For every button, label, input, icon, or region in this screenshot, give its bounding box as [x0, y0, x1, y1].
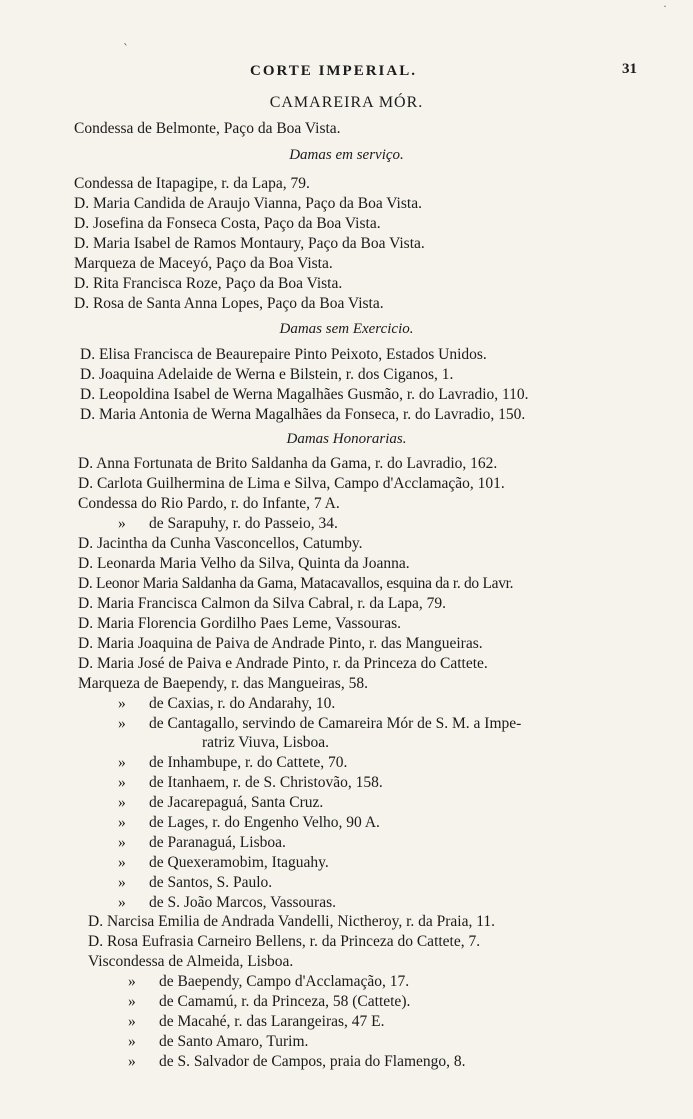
list-item: D. Maria José de Paiva e Andrade Pinto, r. da Princeza do Cattete.: [78, 655, 488, 672]
list-item: D. Maria Isabel de Ramos Montaury, Paço da Boa Vista.: [74, 235, 425, 252]
list-item: D. Anna Fortunata de Brito Saldanha da Gama, r. do Lavradio, 162.: [78, 455, 498, 472]
list-item: Viscondessa de Almeida, Lisboa.: [88, 953, 294, 970]
list-item: D. Rosa Eufrasia Carneiro Bellens, r. da Princeza do Cattete, 7.: [88, 933, 481, 950]
list-item: Condessa de Itapagipe, r. da Lapa, 79.: [74, 175, 310, 192]
section-heading-damas-honorarias: Damas Honorarias.: [286, 431, 407, 447]
list-item: » de Paranaguá, Lisboa.: [118, 834, 286, 851]
list-item: D. Joaquina Adelaide de Werna e Bilstein, r. dos Ciganos, 1.: [80, 366, 454, 383]
list-item: » de S. João Marcos, Vassouras.: [118, 894, 336, 911]
list-item: D. Narcisa Emilia de Andrada Vandelli, Nictheroy, r. da Praia, 11.: [88, 913, 496, 930]
list-item: » de Inhambupe, r. do Cattete, 70.: [118, 754, 348, 771]
list-item: D. Maria Florencia Gordilho Paes Leme, Vassouras.: [78, 615, 401, 632]
page-number: 31: [622, 61, 637, 77]
list-item: D. Leonarda Maria Velho da Silva, Quinta da Joanna.: [78, 555, 410, 572]
camareira-entry: Condessa de Belmonte, Paço da Boa Vista.: [74, 120, 341, 137]
list-item: » de Macahé, r. das Larangeiras, 47 E.: [128, 1013, 385, 1030]
print-speck: ˙: [662, 4, 668, 18]
list-item: D. Maria Candida de Araujo Vianna, Paço da Boa Vista.: [74, 195, 422, 212]
list-item: D. Leonor Maria Saldanha da Gama, Matacavallos, esquina da r. do Lavr.: [78, 575, 514, 592]
section-heading-damas-em-servico: Damas em serviço.: [289, 147, 404, 163]
list-item: D. Josefina da Fonseca Costa, Paço da Boa Vista.: [74, 215, 381, 232]
section-heading-damas-sem-exercicio: Damas sem Exercicio.: [279, 321, 414, 337]
main-title: CAMAREIRA MÓR.: [269, 94, 424, 111]
list-item: » de Caxias, r. do Andarahy, 10.: [118, 695, 336, 712]
list-item: D. Rosa de Santa Anna Lopes, Paço da Boa Vista.: [74, 295, 384, 312]
list-item: » de Itanhaem, r. de S. Christovão, 158.: [118, 774, 383, 791]
list-item: » de Sarapuhy, r. do Passeio, 34.: [118, 515, 338, 532]
list-item: D. Carlota Guilhermina de Lima e Silva, Campo d'Acclamação, 101.: [78, 475, 505, 492]
list-item: D. Maria Joaquina de Paiva de Andrade Pinto, r. das Mangueiras.: [78, 635, 483, 652]
running-header: CORTE IMPERIAL.: [250, 63, 417, 79]
list-item: D. Rita Francisca Roze, Paço da Boa Vista.: [74, 275, 343, 292]
list-item: D. Leopoldina Isabel de Werna Magalhães Gusmão, r. do Lavradio, 110.: [80, 386, 529, 403]
list-item: » de Quexeramobim, Itaguahy.: [118, 854, 329, 871]
list-item: » de Camamú, r. da Princeza, 58 (Cattete).: [128, 993, 411, 1010]
list-item: D. Maria Antonia de Werna Magalhães da Fonseca, r. do Lavradio, 150.: [80, 406, 526, 423]
list-item: » de Baependy, Campo d'Acclamação, 17.: [128, 973, 410, 990]
list-item: D. Elisa Francisca de Beaurepaire Pinto Peixoto, Estados Unidos.: [80, 346, 487, 363]
list-item: » de Jacarepaguá, Santa Cruz.: [118, 794, 324, 811]
list-item: Marqueza de Maceyó, Paço da Boa Vista.: [74, 255, 333, 272]
list-item: Marqueza de Baependy, r. das Mangueiras, 58.: [78, 675, 368, 692]
list-item: Condessa do Rio Pardo, r. do Infante, 7 A.: [78, 495, 340, 512]
list-item-continuation: ratriz Viuva, Lisboa.: [202, 734, 330, 751]
list-item: » de Lages, r. do Engenho Velho, 90 A.: [118, 814, 380, 831]
list-item: » de Santo Amaro, Turim.: [128, 1033, 309, 1050]
list-item: D. Maria Francisca Calmon da Silva Cabral, r. da Lapa, 79.: [78, 595, 447, 612]
print-speck: `: [123, 42, 129, 56]
list-item: » de S. Salvador de Campos, praia do Flamengo, 8.: [128, 1053, 466, 1070]
list-item: » de Santos, S. Paulo.: [118, 874, 273, 891]
list-item: D. Jacintha da Cunha Vasconcellos, Catumby.: [78, 535, 363, 552]
list-item: » de Cantagallo, servindo de Camareira Mór de S. M. a Impe-: [118, 715, 522, 732]
